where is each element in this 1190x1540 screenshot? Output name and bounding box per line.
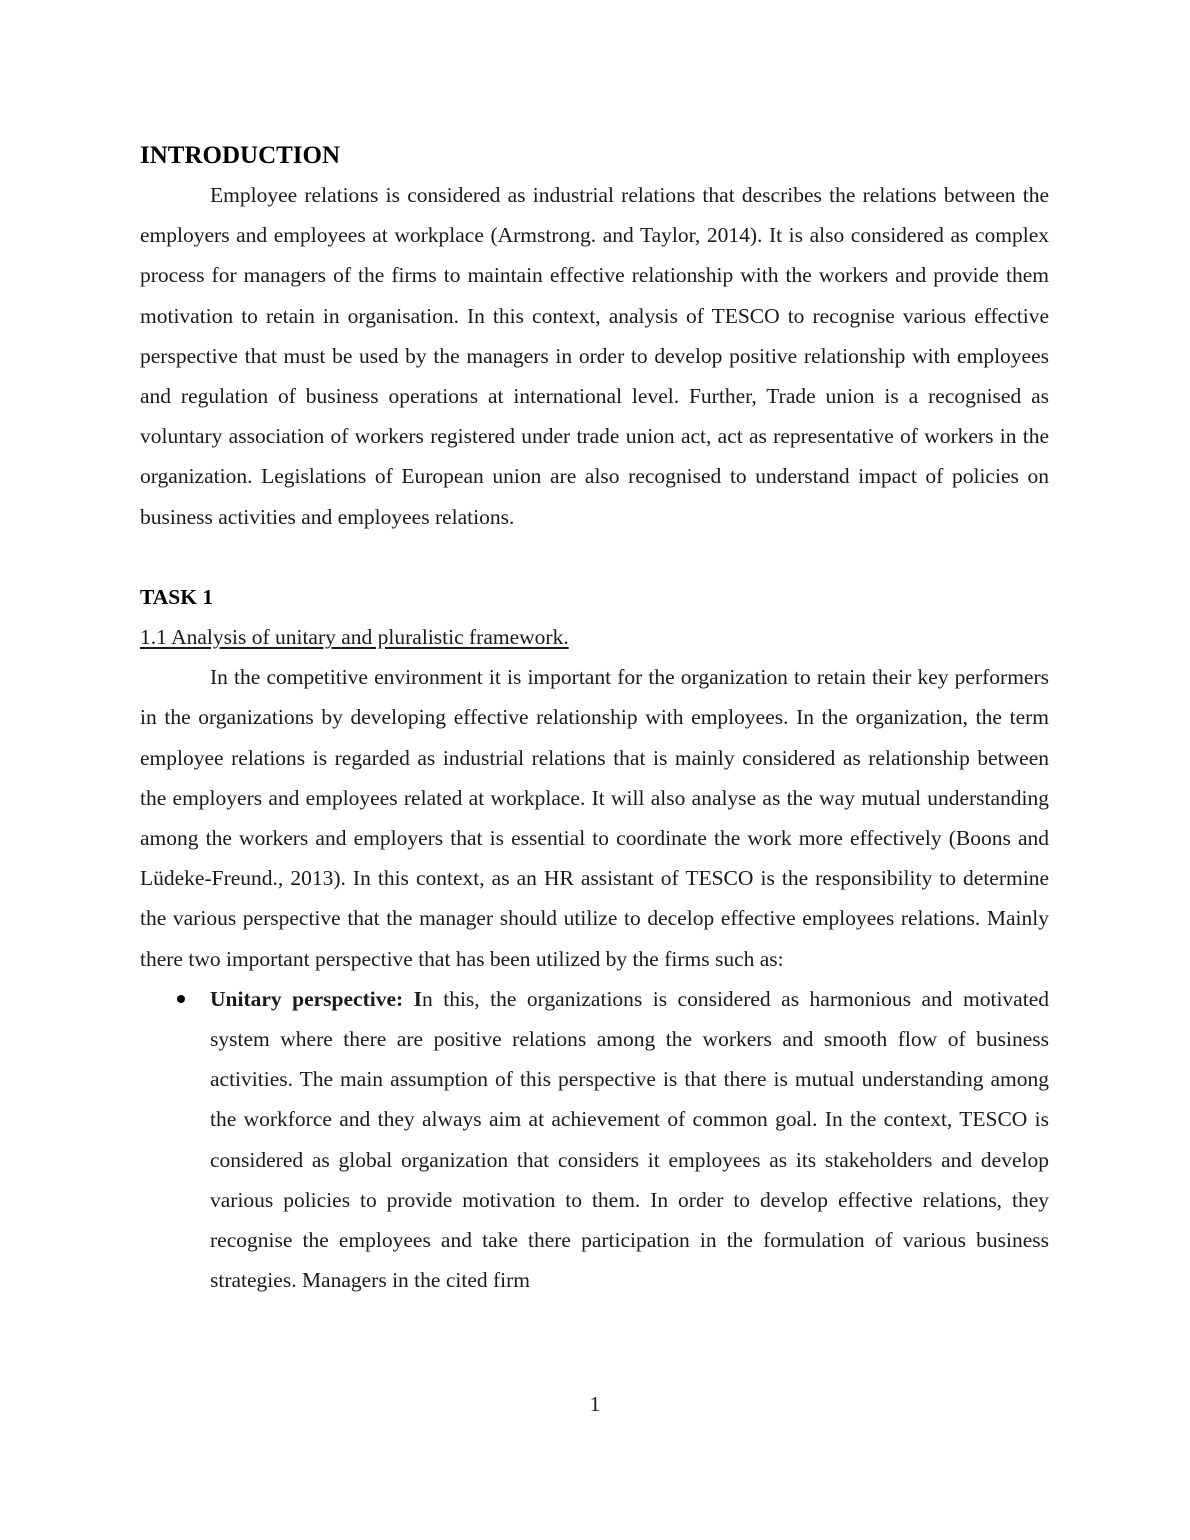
list-item-unitary-perspective xyxy=(140,979,1049,1301)
bullet-icon xyxy=(177,995,185,1003)
task1-subheading: 1.1 Analysis of unitary and pluralistic framework. xyxy=(140,625,569,650)
bullet-text: n this, the organizations is considered as harmonious and motivated system where there are positive relations among the workers and smooth flow of business activities. The main assumption of this perspective is that there is mutual understanding among the workforce and they always aim at achievement of common goal. In the context, TESCO is considered as global organization that considers it employees as its stakeholders and develop various policies to provide motivation to them. In order to develop effective relations, they recognise the employees and take there participation in the formulation of various business strategies. Managers in the cited firm xyxy=(210,986,1049,1293)
page-content xyxy=(140,139,1049,1300)
introduction-heading: INTRODUCTION xyxy=(140,142,341,169)
page-number: 1 xyxy=(589,1392,601,1416)
section-spacer xyxy=(140,537,1049,577)
perspective-list xyxy=(140,979,1049,1301)
bullet-bold-lead: Unitary perspective: I xyxy=(210,986,422,1011)
task1-heading: TASK 1 xyxy=(140,584,214,609)
task1-paragraph: In the competitive environment it is important for the organization to retain their key performers in the organizations by developing effective relationship with employees. In the organization, the term employee relations is regarded as industrial relations that is mainly considered as relationship between the employers and employees related at workplace. It will also analyse as the way mutual understanding among the workers and employers that is essential to coordinate the work more effectively (Boons and Lüdeke-Freund., 2013). In this context, as an HR assistant of TESCO is the responsibility to determine the various perspective that the manager should utilize to decelop effective employees relations. Mainly there two important perspective that has been utilized by the firms such as: xyxy=(140,665,1049,971)
introduction-paragraph: Employee relations is considered as industrial relations that describes the relations between the employers and employees at workplace (Armstrong. and Taylor, 2014). It is also considered as complex process for managers of the firms to maintain effective relationship with the workers and provide them motivation to retain in organisation. In this context, analysis of TESCO to recognise various effective perspective that must be used by the managers in order to develop positive relationship with employees and regulation of business operations at international level. Further, Trade union is a recognised as voluntary association of workers registered under trade union act, act as representative of workers in the organization. Legislations of European union are also recognised to understand impact of policies on business activities and employees relations. xyxy=(140,183,1049,529)
